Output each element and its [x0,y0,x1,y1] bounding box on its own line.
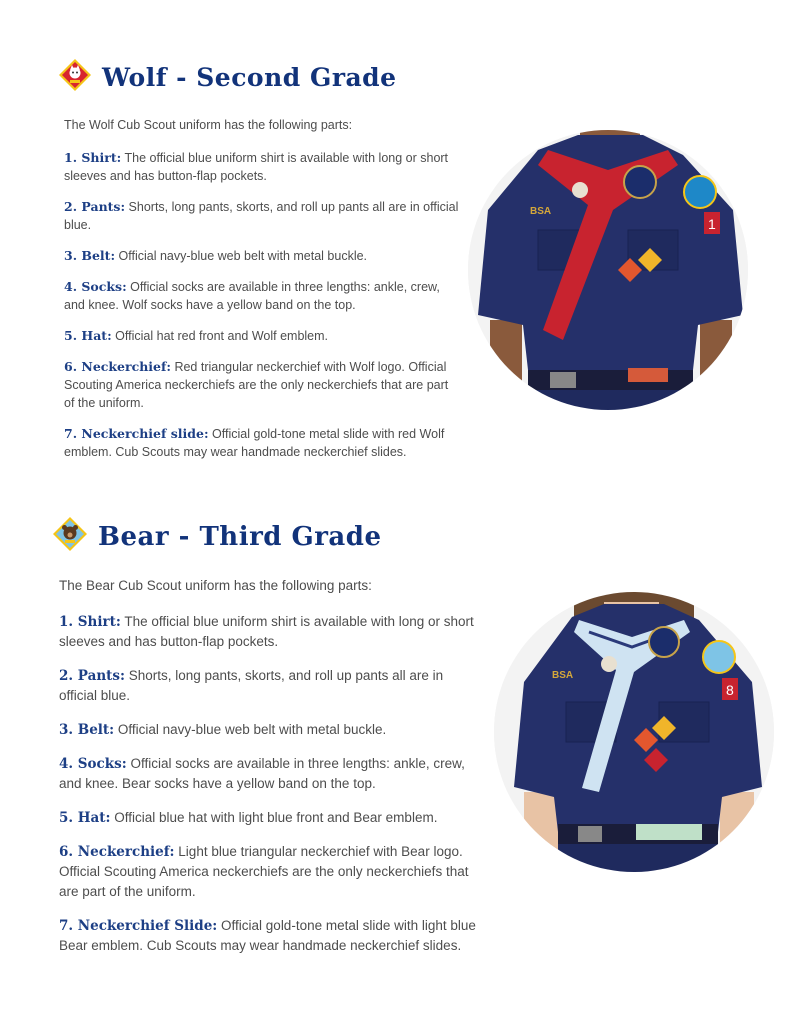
part-term: 4. Socks: [59,756,127,772]
part-desc: Official navy-blue web belt with metal buckle. [115,249,368,263]
part-desc: Official gold-tone metal slide with red Wolf emblem. Cub Scouts may wear handmade neckerchief slides. [64,427,445,459]
part-term: 5. Hat: [59,810,111,826]
part-term: 1. Shirt: [59,614,121,630]
wolf-uniform-photo [468,130,748,410]
list-item [64,358,459,412]
sleeve-number: 8 [726,682,734,698]
page-title: Wolf - Second Grade [102,63,397,92]
list-item [59,720,484,740]
wolf-badge-icon [58,58,92,97]
list-item [59,612,484,652]
list-item [59,808,484,828]
shirt-label: BSA [552,670,574,681]
parts-list [64,149,459,474]
parts-list [59,612,484,970]
part-desc: Official socks are available in three lengths: ankle, crew, and knee. Bear socks have a yellow band on the top. [59,756,465,791]
part-term: 3. Belt: [64,248,116,263]
list-item [64,247,459,265]
part-term: 7. Neckerchief Slide: [59,918,218,934]
bear-heading [52,516,382,557]
page-title: Bear - Third Grade [98,521,382,552]
part-term: 2. Pants: [59,668,125,684]
part-term: 6. Neckerchief: [59,844,175,860]
list-item [59,754,484,794]
part-desc: Official hat red front and Wolf emblem. [111,329,329,343]
part-desc: Official gold-tone metal slide with light blue Bear emblem. Cub Scouts may wear handmade neckerchief slides. [59,918,476,953]
part-desc: Light blue triangular neckerchief with Bear logo. Official Scouting America neckerchiefs are the only neckerchiefs that are part of the uniform. [59,844,469,899]
part-desc: Official navy-blue web belt with metal buckle. [114,722,387,737]
part-term: 2. Pants: [64,199,126,214]
list-item [64,425,459,461]
part-desc: Official blue hat with light blue front and Bear emblem. [110,810,438,825]
part-term: 5. Hat: [64,328,112,343]
part-desc: Shorts, long pants, skorts, and roll up pants all are in official blue. [64,200,459,232]
intro-text: The Wolf Cub Scout uniform has the following parts: [64,118,353,132]
part-term: 1. Shirt: [64,150,122,165]
bear-uniform-photo [494,592,774,872]
part-desc: Official socks are available in three lengths: ankle, crew, and knee. Wolf socks have a yellow band on the top. [64,280,440,312]
list-item [59,916,484,956]
part-term: 3. Belt: [59,722,115,738]
list-item [64,327,459,345]
list-item [59,842,484,902]
part-term: 4. Socks: [64,279,127,294]
list-item [64,278,459,314]
part-desc: Red triangular neckerchief with Wolf logo. Official Scouting America neckerchiefs are the only neckerchiefs that are part of the uniform. [64,360,449,410]
list-item [64,198,459,234]
bear-badge-icon [52,516,88,557]
shirt-label: BSA [530,206,552,217]
intro-text: The Bear Cub Scout uniform has the following parts: [59,578,372,593]
list-item [59,666,484,706]
part-term: 7. Neckerchief slide: [64,426,209,441]
wolf-heading [58,58,397,97]
part-desc: The official blue uniform shirt is available with long or short sleeves and has button-flap pockets. [59,614,474,649]
part-term: 6. Neckerchief: [64,359,171,374]
part-desc: The official blue uniform shirt is available with long or short sleeves and has button-flap pockets. [64,151,449,183]
part-desc: Shorts, long pants, skorts, and roll up pants all are in official blue. [59,668,444,703]
list-item [64,149,459,185]
sleeve-number: 1 [708,216,716,232]
